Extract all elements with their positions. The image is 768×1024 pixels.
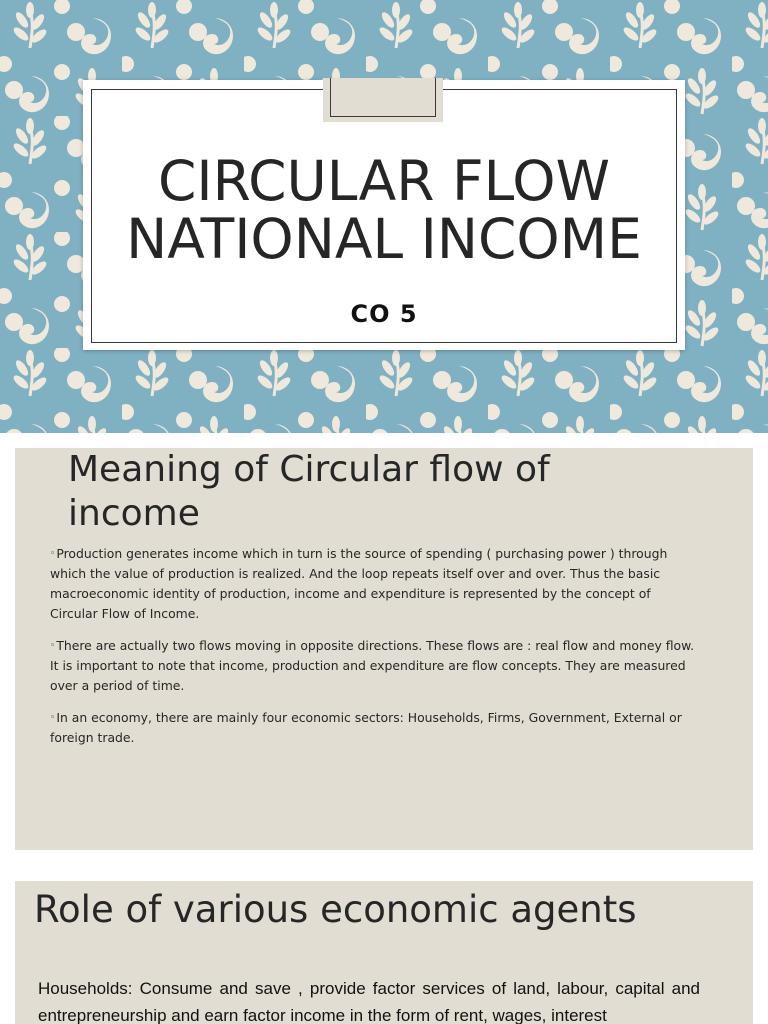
title-card-tab-inner [330,78,436,117]
subtitle: CO 5 [350,300,418,328]
bullet-icon: ◦ [50,713,56,723]
list-item [50,708,700,748]
list-item [50,544,700,624]
bullet-text: Production generates income which in turn is the source of spending ( purchasing power ) through which the value of production is realized. And the loop repeats itself over and over. Thus the basic macroeconomic identity of production, income and expenditure is represented by the concept of Circular Flow of Income. [50,546,668,621]
bullet-text: In an economy, there are mainly four economic sectors: Households, Firms, Government, External or foreign trade. [50,710,682,745]
bullet-icon: ◦ [50,641,56,651]
bullet-list [50,544,700,760]
title-card-tab [323,78,443,122]
page-title: CIRCULAR FLOW NATIONAL INCOME [126,149,642,271]
economic-agents-slide [15,881,753,1024]
slide-heading: Meaning of Circular flow of income [68,449,550,534]
slide-heading: Role of various economic agents [34,888,637,931]
bullet-text: There are actually two flows moving in opposite directions. These flows are : real flow and money flow. It is important to note that income, production and expenditure are flow concepts. They are measured over a period of time. [50,638,695,693]
slide-body-text: Households: Consume and save , provide factor services of land, labour, capital and entrepreneurship and earn factor income in the form of rent, wages, interest [38,979,700,1024]
title-card [83,80,685,350]
meaning-slide [15,448,753,850]
bullet-icon: ◦ [50,549,56,559]
title-slide [0,0,768,433]
list-item [50,636,700,696]
